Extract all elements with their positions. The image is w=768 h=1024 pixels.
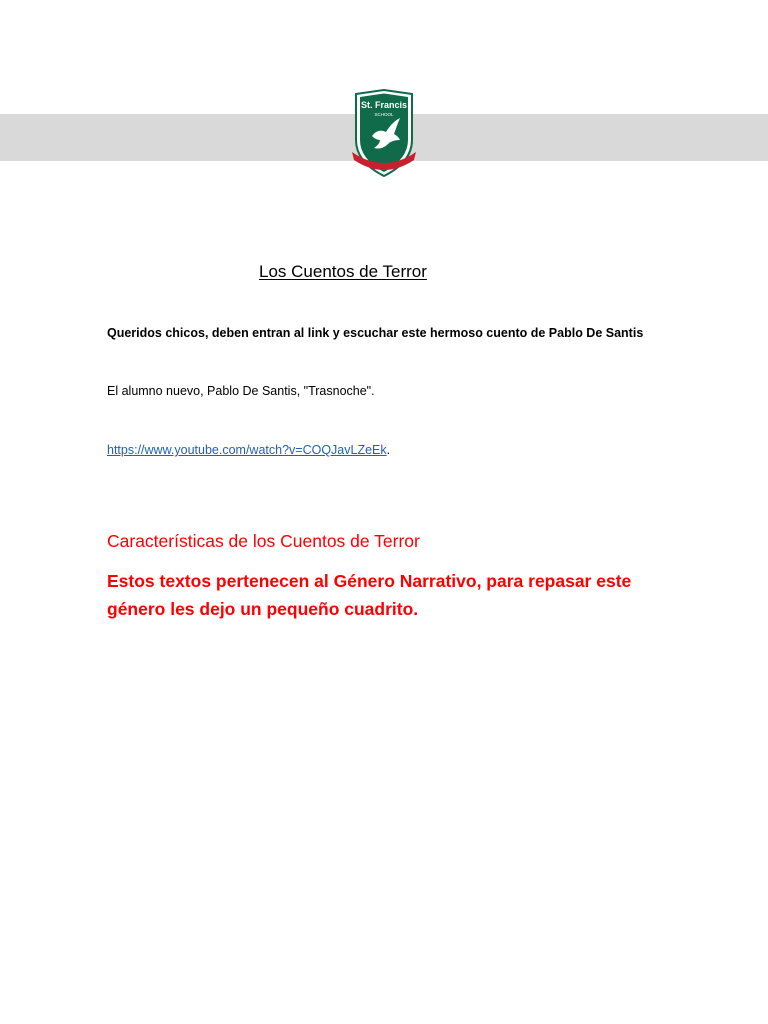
section-body: Estos textos pertenecen al Género Narrativo, para repasar este género les dejo un pequeño cuadrito.: [107, 571, 632, 619]
document-title: Los Cuentos de Terror: [259, 262, 427, 281]
link-suffix: .: [386, 443, 391, 457]
video-link-paragraph: [107, 443, 390, 457]
youtube-link[interactable]: https://www.youtube.com/watch?v=COQJavLZeEk: [107, 443, 387, 457]
logo-subtext: SCHOOL: [374, 112, 394, 117]
logo-text: St. Francis: [360, 100, 408, 110]
story-reference: El alumno nuevo, Pablo De Santis, "Trasnoche".: [107, 384, 375, 398]
school-crest-dove-icon: [348, 88, 420, 180]
intro-paragraph: Queridos chicos, deben entran al link y escuchar este hermoso cuento de Pablo De Santis: [107, 326, 644, 340]
section-heading: Características de los Cuentos de Terror: [107, 531, 420, 551]
